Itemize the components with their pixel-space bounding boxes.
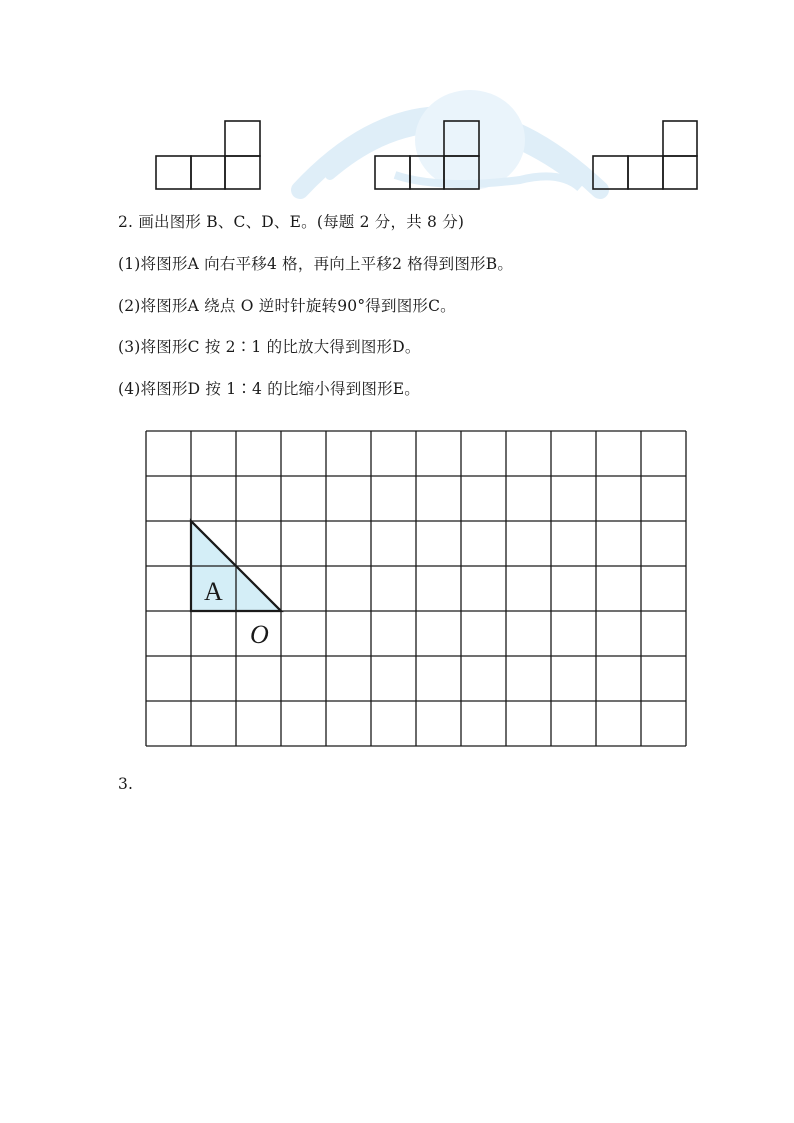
question-3-number: 3. bbox=[118, 775, 134, 793]
triangle-a-label: A bbox=[204, 577, 223, 606]
question-2-title: 2. 画出图形 B、C、D、E。(每题 2 分，共 8 分) bbox=[118, 213, 465, 231]
question-2-item-3: (3)将图形C 按 2∶1 的比放大得到图形D。 bbox=[118, 338, 421, 356]
question-2-item-1: (1)将图形A 向右平移4 格，再向上平移2 格得到图形B。 bbox=[118, 255, 514, 273]
point-o-label: O bbox=[250, 620, 269, 649]
question-2-item-2: (2)将图形A 绕点 O 逆时针旋转90°得到图形C。 bbox=[118, 297, 456, 315]
question-2-item-4: (4)将图形D 按 1∶4 的比缩小得到图形E。 bbox=[118, 380, 421, 398]
